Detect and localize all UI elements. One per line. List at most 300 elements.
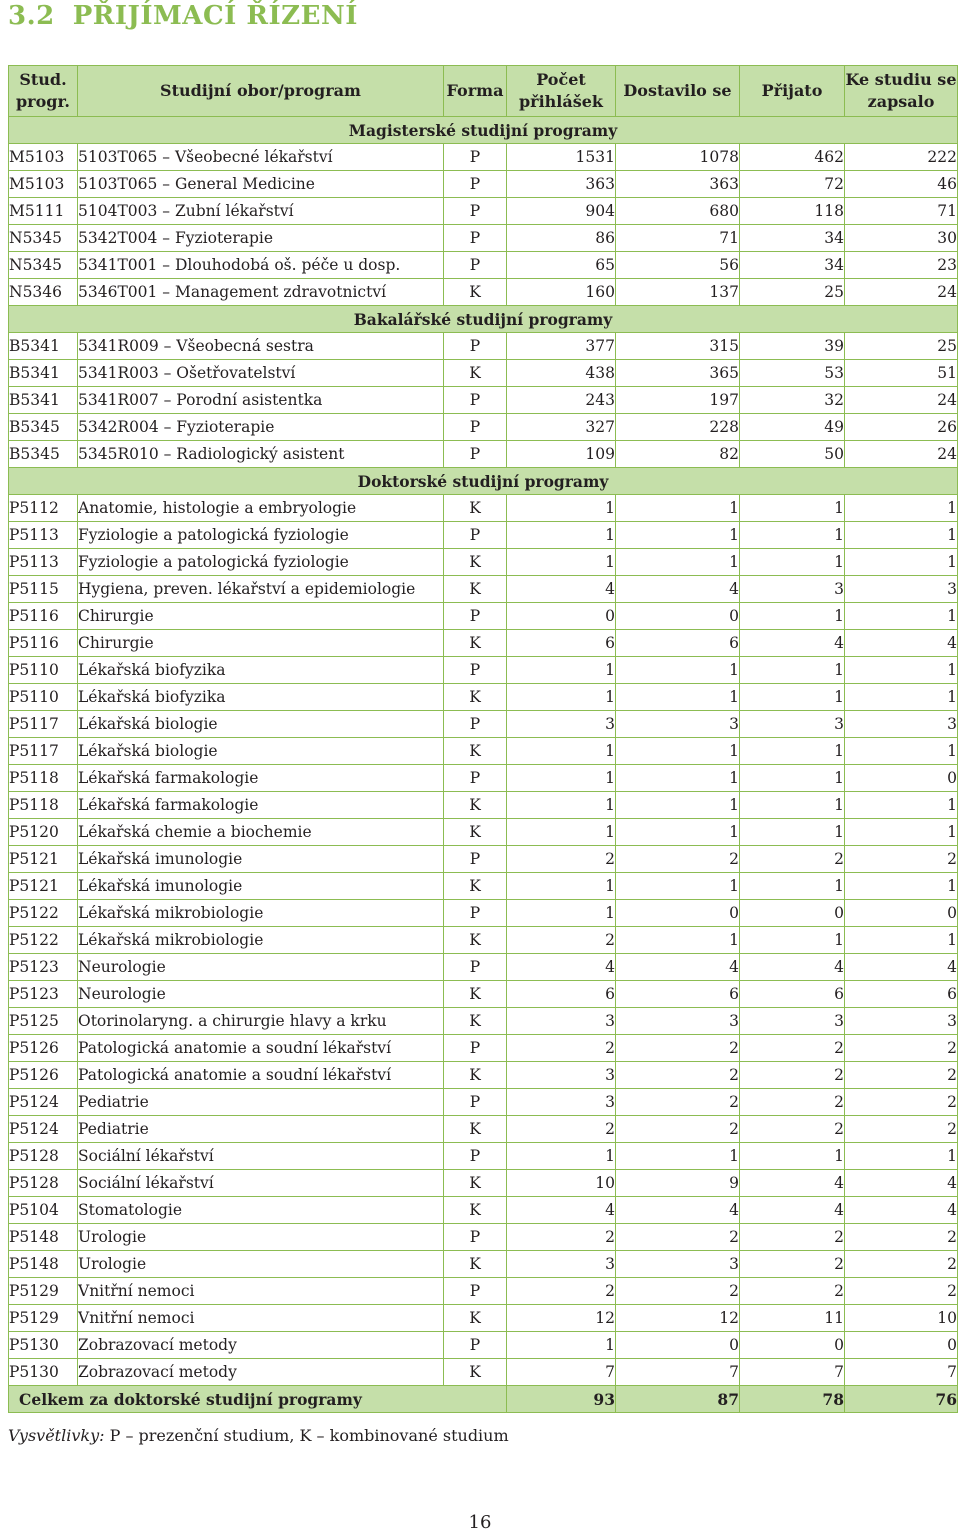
cell-forma: K <box>444 549 507 576</box>
cell-obor: Urologie <box>78 1224 444 1251</box>
cell-zapsalo: 1 <box>845 522 958 549</box>
cell-forma: P <box>444 1035 507 1062</box>
cell-prijato: 2 <box>740 1116 845 1143</box>
cell-pocet: 7 <box>507 1359 616 1386</box>
cell-stud: P5110 <box>9 684 78 711</box>
cell-zapsalo: 26 <box>845 414 958 441</box>
cell-prijato: 1 <box>740 873 845 900</box>
cell-zapsalo: 2 <box>845 1224 958 1251</box>
cell-pocet: 3 <box>507 711 616 738</box>
cell-pocet: 10 <box>507 1170 616 1197</box>
cell-stud: P5122 <box>9 900 78 927</box>
table-row <box>9 738 958 765</box>
cell-dostavilo: 137 <box>616 279 740 306</box>
cell-prijato: 2 <box>740 1062 845 1089</box>
cell-pocet: 1531 <box>507 144 616 171</box>
cell-dostavilo: 1 <box>616 495 740 522</box>
cell-forma: P <box>444 657 507 684</box>
cell-prijato: 0 <box>740 900 845 927</box>
cell-obor: Lékařská farmakologie <box>78 765 444 792</box>
cell-pocet: 1 <box>507 819 616 846</box>
cell-prijato: 2 <box>740 1224 845 1251</box>
table-row <box>9 657 958 684</box>
cell-obor: Lékařská biologie <box>78 711 444 738</box>
cell-obor: Chirurgie <box>78 603 444 630</box>
cell-stud: P5124 <box>9 1116 78 1143</box>
cell-dostavilo: 6 <box>616 630 740 657</box>
cell-pocet: 2 <box>507 1035 616 1062</box>
page-number: 16 <box>468 1512 492 1533</box>
cell-pocet: 2 <box>507 927 616 954</box>
cell-prijato: 3 <box>740 1008 845 1035</box>
cell-obor: Lékařská mikrobiologie <box>78 927 444 954</box>
cell-dostavilo: 1 <box>616 522 740 549</box>
cell-dostavilo: 0 <box>616 900 740 927</box>
cell-stud: P5148 <box>9 1224 78 1251</box>
section-heading <box>8 1 358 31</box>
cell-prijato: 72 <box>740 171 845 198</box>
cell-dostavilo: 0 <box>616 603 740 630</box>
cell-pocet: 1 <box>507 792 616 819</box>
cell-obor: Hygiena, preven. lékařství a epidemiologie <box>78 576 444 603</box>
cell-zapsalo: 3 <box>845 711 958 738</box>
cell-pocet: 160 <box>507 279 616 306</box>
cell-zapsalo: 1 <box>845 738 958 765</box>
cell-stud: P5129 <box>9 1305 78 1332</box>
cell-pocet: 109 <box>507 441 616 468</box>
table-row <box>9 279 958 306</box>
cell-zapsalo: 24 <box>845 441 958 468</box>
total-pocet: 93 <box>507 1386 616 1413</box>
total-dostavilo: 87 <box>616 1386 740 1413</box>
cell-dostavilo: 1078 <box>616 144 740 171</box>
cell-forma: K <box>444 1008 507 1035</box>
cell-obor: 5341R007 – Porodní asistentka <box>78 387 444 414</box>
cell-zapsalo: 1 <box>845 819 958 846</box>
table-row <box>9 1143 958 1170</box>
cell-prijato: 1 <box>740 549 845 576</box>
cell-zapsalo: 23 <box>845 252 958 279</box>
col-header-obor: Studijní obor/program <box>78 66 444 117</box>
cell-stud: P5128 <box>9 1170 78 1197</box>
cell-obor: 5341R009 – Všeobecná sestra <box>78 333 444 360</box>
cell-forma: P <box>444 225 507 252</box>
cell-forma: P <box>444 387 507 414</box>
table-row <box>9 387 958 414</box>
cell-stud: P5120 <box>9 819 78 846</box>
table-row <box>9 576 958 603</box>
cell-dostavilo: 197 <box>616 387 740 414</box>
cell-obor: 5342R004 – Fyzioterapie <box>78 414 444 441</box>
cell-zapsalo: 51 <box>845 360 958 387</box>
cell-obor: Lékařská farmakologie <box>78 792 444 819</box>
cell-zapsalo: 1 <box>845 927 958 954</box>
cell-forma: P <box>444 144 507 171</box>
cell-zapsalo: 1 <box>845 873 958 900</box>
cell-zapsalo: 2 <box>845 1062 958 1089</box>
cell-obor: 5345R010 – Radiologický asistent <box>78 441 444 468</box>
table-row <box>9 792 958 819</box>
cell-obor: Fyziologie a patologická fyziologie <box>78 522 444 549</box>
cell-dostavilo: 2 <box>616 1035 740 1062</box>
table-row <box>9 495 958 522</box>
cell-stud: N5345 <box>9 225 78 252</box>
table-row <box>9 1251 958 1278</box>
cell-pocet: 243 <box>507 387 616 414</box>
table-row <box>9 603 958 630</box>
cell-forma: P <box>444 441 507 468</box>
cell-zapsalo: 1 <box>845 495 958 522</box>
cell-pocet: 6 <box>507 981 616 1008</box>
table-row <box>9 711 958 738</box>
table-row <box>9 630 958 657</box>
cell-forma: K <box>444 360 507 387</box>
cell-stud: B5345 <box>9 441 78 468</box>
cell-prijato: 1 <box>740 1143 845 1170</box>
cell-pocet: 12 <box>507 1305 616 1332</box>
cell-zapsalo: 222 <box>845 144 958 171</box>
cell-zapsalo: 2 <box>845 1035 958 1062</box>
cell-pocet: 3 <box>507 1089 616 1116</box>
cell-zapsalo: 1 <box>845 657 958 684</box>
cell-stud: P5121 <box>9 873 78 900</box>
cell-stud: B5341 <box>9 387 78 414</box>
cell-prijato: 49 <box>740 414 845 441</box>
admissions-table <box>8 65 958 1413</box>
cell-pocet: 327 <box>507 414 616 441</box>
cell-stud: P5123 <box>9 954 78 981</box>
cell-prijato: 4 <box>740 954 845 981</box>
cell-stud: P5121 <box>9 846 78 873</box>
cell-obor: Fyziologie a patologická fyziologie <box>78 549 444 576</box>
cell-pocet: 2 <box>507 1116 616 1143</box>
cell-obor: 5103T065 – General Medicine <box>78 171 444 198</box>
table-row <box>9 1197 958 1224</box>
table-row <box>9 1224 958 1251</box>
table-row <box>9 684 958 711</box>
cell-obor: Lékařská chemie a biochemie <box>78 819 444 846</box>
cell-forma: K <box>444 1062 507 1089</box>
cell-obor: Otorinolaryng. a chirurgie hlavy a krku <box>78 1008 444 1035</box>
cell-dostavilo: 12 <box>616 1305 740 1332</box>
cell-prijato: 462 <box>740 144 845 171</box>
cell-stud: P5115 <box>9 576 78 603</box>
cell-dostavilo: 1 <box>616 549 740 576</box>
cell-zapsalo: 24 <box>845 279 958 306</box>
cell-prijato: 2 <box>740 1089 845 1116</box>
cell-forma: K <box>444 1305 507 1332</box>
cell-prijato: 3 <box>740 711 845 738</box>
section-title: PŘIJÍMACÍ ŘÍZENÍ <box>72 1 358 31</box>
cell-prijato: 39 <box>740 333 845 360</box>
table-row <box>9 1008 958 1035</box>
cell-stud: N5346 <box>9 279 78 306</box>
table-row <box>9 414 958 441</box>
cell-stud: B5341 <box>9 333 78 360</box>
cell-zapsalo: 46 <box>845 171 958 198</box>
col-header-zapsalo: Ke studiu se zapsalo <box>845 66 958 117</box>
table-row <box>9 954 958 981</box>
cell-forma: K <box>444 576 507 603</box>
cell-pocet: 0 <box>507 603 616 630</box>
cell-forma: P <box>444 252 507 279</box>
cell-dostavilo: 1 <box>616 792 740 819</box>
cell-stud: N5345 <box>9 252 78 279</box>
section-title: Bakalářské studijní programy <box>9 306 958 333</box>
cell-pocet: 1 <box>507 873 616 900</box>
table-row <box>9 144 958 171</box>
cell-pocet: 1 <box>507 522 616 549</box>
table-row <box>9 1035 958 1062</box>
cell-zapsalo: 1 <box>845 603 958 630</box>
cell-prijato: 118 <box>740 198 845 225</box>
cell-obor: Lékařská biofyzika <box>78 657 444 684</box>
cell-prijato: 4 <box>740 630 845 657</box>
cell-zapsalo: 4 <box>845 954 958 981</box>
cell-stud: P5124 <box>9 1089 78 1116</box>
cell-forma: P <box>444 900 507 927</box>
cell-dostavilo: 4 <box>616 1197 740 1224</box>
cell-pocet: 1 <box>507 900 616 927</box>
cell-stud: P5148 <box>9 1251 78 1278</box>
cell-forma: P <box>444 171 507 198</box>
cell-forma: P <box>444 1332 507 1359</box>
cell-dostavilo: 3 <box>616 1008 740 1035</box>
cell-pocet: 2 <box>507 846 616 873</box>
cell-forma: P <box>444 765 507 792</box>
table-row <box>9 441 958 468</box>
cell-zapsalo: 3 <box>845 576 958 603</box>
cell-pocet: 2 <box>507 1278 616 1305</box>
cell-zapsalo: 4 <box>845 1197 958 1224</box>
cell-obor: 5104T003 – Zubní lékařství <box>78 198 444 225</box>
cell-zapsalo: 10 <box>845 1305 958 1332</box>
cell-pocet: 3 <box>507 1251 616 1278</box>
cell-dostavilo: 2 <box>616 1089 740 1116</box>
cell-pocet: 438 <box>507 360 616 387</box>
cell-stud: P5113 <box>9 549 78 576</box>
cell-dostavilo: 2 <box>616 1116 740 1143</box>
cell-obor: Chirurgie <box>78 630 444 657</box>
cell-prijato: 1 <box>740 765 845 792</box>
cell-forma: P <box>444 1089 507 1116</box>
cell-zapsalo: 71 <box>845 198 958 225</box>
cell-zapsalo: 24 <box>845 387 958 414</box>
cell-prijato: 0 <box>740 1332 845 1359</box>
col-header-dostavilo: Dostavilo se <box>616 66 740 117</box>
cell-stud: P5125 <box>9 1008 78 1035</box>
cell-obor: Lékařská biofyzika <box>78 684 444 711</box>
cell-forma: K <box>444 819 507 846</box>
cell-zapsalo: 1 <box>845 1143 958 1170</box>
cell-forma: P <box>444 522 507 549</box>
cell-dostavilo: 2 <box>616 1062 740 1089</box>
cell-stud: P5128 <box>9 1143 78 1170</box>
cell-obor: 5341T001 – Dlouhodobá oš. péče u dosp. <box>78 252 444 279</box>
cell-dostavilo: 7 <box>616 1359 740 1386</box>
cell-stud: M5103 <box>9 171 78 198</box>
table-row <box>9 1116 958 1143</box>
cell-forma: P <box>444 954 507 981</box>
cell-prijato: 34 <box>740 252 845 279</box>
cell-forma: P <box>444 603 507 630</box>
cell-obor: Anatomie, histologie a embryologie <box>78 495 444 522</box>
col-header-forma: Forma <box>444 66 507 117</box>
cell-obor: Patologická anatomie a soudní lékařství <box>78 1062 444 1089</box>
cell-obor: Pediatrie <box>78 1089 444 1116</box>
cell-prijato: 2 <box>740 1251 845 1278</box>
cell-forma: K <box>444 495 507 522</box>
cell-obor: 5346T001 – Management zdravotnictví <box>78 279 444 306</box>
table-row <box>9 252 958 279</box>
cell-zapsalo: 2 <box>845 1251 958 1278</box>
cell-pocet: 1 <box>507 684 616 711</box>
cell-stud: P5117 <box>9 738 78 765</box>
cell-zapsalo: 1 <box>845 684 958 711</box>
cell-pocet: 377 <box>507 333 616 360</box>
col-header-stud: Stud. progr. <box>9 66 78 117</box>
cell-prijato: 1 <box>740 657 845 684</box>
cell-stud: P5126 <box>9 1062 78 1089</box>
cell-stud: P5118 <box>9 792 78 819</box>
cell-zapsalo: 2 <box>845 846 958 873</box>
cell-stud: P5123 <box>9 981 78 1008</box>
cell-pocet: 65 <box>507 252 616 279</box>
cell-obor: Lékařská mikrobiologie <box>78 900 444 927</box>
cell-pocet: 86 <box>507 225 616 252</box>
cell-dostavilo: 82 <box>616 441 740 468</box>
table-row <box>9 1332 958 1359</box>
cell-zapsalo: 2 <box>845 1116 958 1143</box>
section-header-row <box>9 468 958 495</box>
cell-dostavilo: 1 <box>616 1143 740 1170</box>
cell-prijato: 1 <box>740 927 845 954</box>
cell-obor: Zobrazovací metody <box>78 1359 444 1386</box>
legend-label: Vysvětlivky: <box>8 1426 105 1445</box>
cell-prijato: 53 <box>740 360 845 387</box>
cell-stud: P5116 <box>9 603 78 630</box>
cell-dostavilo: 1 <box>616 738 740 765</box>
cell-dostavilo: 4 <box>616 576 740 603</box>
section-header-row <box>9 117 958 144</box>
cell-zapsalo: 2 <box>845 1278 958 1305</box>
table-row <box>9 171 958 198</box>
cell-dostavilo: 2 <box>616 846 740 873</box>
cell-dostavilo: 680 <box>616 198 740 225</box>
table-row <box>9 1170 958 1197</box>
cell-forma: P <box>444 711 507 738</box>
cell-forma: K <box>444 1251 507 1278</box>
cell-dostavilo: 365 <box>616 360 740 387</box>
cell-stud: P5130 <box>9 1359 78 1386</box>
cell-zapsalo: 30 <box>845 225 958 252</box>
cell-obor: Sociální lékařství <box>78 1170 444 1197</box>
table-row <box>9 198 958 225</box>
cell-pocet: 3 <box>507 1008 616 1035</box>
cell-pocet: 6 <box>507 630 616 657</box>
cell-pocet: 1 <box>507 765 616 792</box>
table-row <box>9 522 958 549</box>
cell-stud: P5118 <box>9 765 78 792</box>
cell-pocet: 2 <box>507 1224 616 1251</box>
section-number: 3.2 <box>8 1 55 31</box>
cell-obor: Stomatologie <box>78 1197 444 1224</box>
cell-prijato: 4 <box>740 1170 845 1197</box>
cell-stud: P5112 <box>9 495 78 522</box>
cell-prijato: 3 <box>740 576 845 603</box>
cell-zapsalo: 1 <box>845 549 958 576</box>
cell-pocet: 904 <box>507 198 616 225</box>
cell-stud: B5341 <box>9 360 78 387</box>
section-header-row <box>9 306 958 333</box>
cell-pocet: 1 <box>507 549 616 576</box>
cell-obor: Vnitřní nemoci <box>78 1305 444 1332</box>
cell-obor: Lékařská biologie <box>78 738 444 765</box>
cell-prijato: 25 <box>740 279 845 306</box>
cell-dostavilo: 9 <box>616 1170 740 1197</box>
table-body <box>9 117 958 1413</box>
cell-forma: K <box>444 792 507 819</box>
cell-obor: 5342T004 – Fyzioterapie <box>78 225 444 252</box>
cell-obor: Vnitřní nemoci <box>78 1278 444 1305</box>
cell-stud: P5104 <box>9 1197 78 1224</box>
cell-zapsalo: 0 <box>845 1332 958 1359</box>
cell-prijato: 1 <box>740 684 845 711</box>
cell-forma: P <box>444 414 507 441</box>
cell-dostavilo: 3 <box>616 711 740 738</box>
cell-zapsalo: 1 <box>845 792 958 819</box>
cell-pocet: 1 <box>507 495 616 522</box>
total-label: Celkem za doktorské studijní programy <box>9 1386 507 1413</box>
cell-pocet: 1 <box>507 1143 616 1170</box>
cell-dostavilo: 1 <box>616 927 740 954</box>
cell-forma: K <box>444 1197 507 1224</box>
cell-forma: K <box>444 738 507 765</box>
cell-prijato: 1 <box>740 819 845 846</box>
cell-obor: Pediatrie <box>78 1116 444 1143</box>
cell-zapsalo: 0 <box>845 765 958 792</box>
cell-zapsalo: 25 <box>845 333 958 360</box>
cell-obor: Patologická anatomie a soudní lékařství <box>78 1035 444 1062</box>
table-row <box>9 846 958 873</box>
cell-pocet: 3 <box>507 1062 616 1089</box>
cell-forma: K <box>444 927 507 954</box>
cell-obor: 5341R003 – Ošetřovatelství <box>78 360 444 387</box>
cell-forma: K <box>444 630 507 657</box>
cell-forma: K <box>444 684 507 711</box>
table-row <box>9 1359 958 1386</box>
cell-prijato: 1 <box>740 792 845 819</box>
section-title: Magisterské studijní programy <box>9 117 958 144</box>
table-row <box>9 360 958 387</box>
cell-dostavilo: 6 <box>616 981 740 1008</box>
cell-obor: Neurologie <box>78 981 444 1008</box>
table-row <box>9 819 958 846</box>
cell-dostavilo: 1 <box>616 819 740 846</box>
cell-forma: P <box>444 846 507 873</box>
cell-obor: Urologie <box>78 1251 444 1278</box>
legend <box>8 1426 509 1445</box>
section-title: Doktorské studijní programy <box>9 468 958 495</box>
cell-stud: M5103 <box>9 144 78 171</box>
cell-forma: K <box>444 981 507 1008</box>
cell-zapsalo: 7 <box>845 1359 958 1386</box>
table-row <box>9 765 958 792</box>
legend-text: P – prezenční studium, K – kombinované studium <box>104 1426 509 1445</box>
cell-obor: Neurologie <box>78 954 444 981</box>
cell-forma: P <box>444 198 507 225</box>
cell-prijato: 34 <box>740 225 845 252</box>
